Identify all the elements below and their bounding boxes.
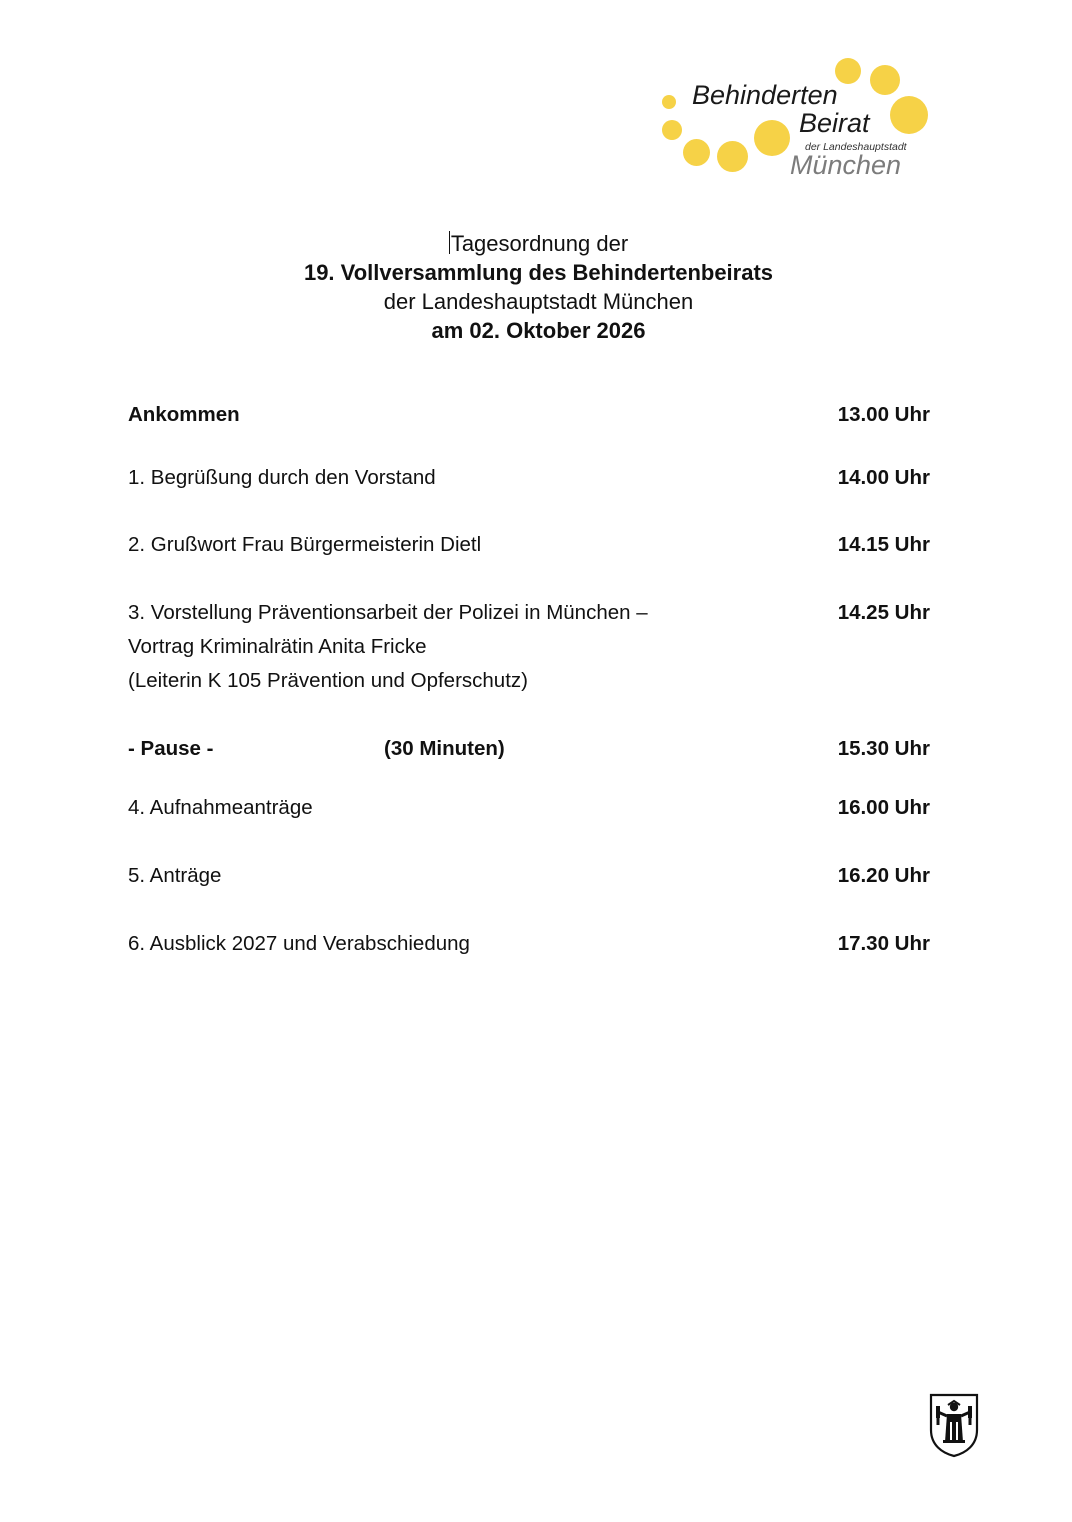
agenda-time: 15.30 Uhr — [837, 737, 930, 760]
logo-dot — [662, 120, 682, 140]
agenda-time: 14.25 Uhr — [837, 601, 930, 624]
logo-dot — [662, 95, 676, 109]
agenda-item-4 — [128, 791, 930, 825]
logo-dot — [683, 139, 710, 166]
agenda-label: 1. Begrüßung durch den Vorstand — [128, 466, 436, 489]
agenda-speaker: Vortrag Kriminalrätin Anita Fricke — [128, 635, 427, 658]
logo-dot — [717, 141, 748, 172]
agenda-label: 6. Ausblick 2027 und Verabschiedung — [128, 932, 470, 955]
title-text-1: Tagesordnung der — [450, 231, 629, 256]
agenda-time: 14.00 Uhr — [837, 466, 930, 489]
agenda-label: Ankommen — [128, 403, 240, 426]
logo-text-landeshauptstadt: der Landeshauptstadt — [805, 141, 907, 153]
agenda-time: 14.15 Uhr — [837, 533, 930, 556]
agenda-item-1 — [128, 461, 930, 495]
logo-dot — [870, 65, 900, 95]
text-cursor — [449, 231, 450, 254]
agenda-time: 17.30 Uhr — [837, 932, 930, 955]
agenda-label: 5. Anträge — [128, 864, 222, 887]
agenda-time: 13.00 Uhr — [837, 403, 930, 426]
title-line-1 — [0, 229, 1072, 258]
title-line-3: der Landeshauptstadt München — [383, 289, 694, 314]
agenda-item-arrival — [128, 398, 930, 432]
munich-coat-of-arms-icon — [928, 1392, 980, 1458]
behindertenbeirat-logo — [650, 52, 940, 192]
agenda-item-6 — [128, 927, 930, 961]
agenda-item-5 — [128, 859, 930, 893]
agenda-label: 2. Grußwort Frau Bürgermeisterin Dietl — [128, 533, 482, 556]
logo-dot — [890, 96, 928, 134]
title-line-4: am 02. Oktober 2026 — [431, 318, 646, 343]
logo-text-muenchen: München — [790, 150, 902, 180]
agenda-label: 4. Aufnahmeanträge — [128, 796, 313, 819]
title-line-2: 19. Vollversammlung des Behindertenbeirats — [303, 260, 774, 285]
agenda-label: - Pause - — [128, 737, 214, 760]
logo-dot — [754, 120, 790, 156]
logo-dot — [835, 58, 861, 84]
pause-duration: (30 Minuten) — [384, 737, 505, 760]
agenda-item-2 — [128, 528, 930, 562]
agenda-item-3 — [128, 596, 930, 698]
agenda-label: 3. Vorstellung Präventionsarbeit der Polizei in München – — [128, 601, 648, 624]
logo-text-beirat: Beirat — [799, 108, 870, 138]
agenda-time: 16.00 Uhr — [837, 796, 930, 819]
agenda-time: 16.20 Uhr — [837, 864, 930, 887]
agenda-item-pause — [128, 732, 930, 766]
agenda-speaker-role: (Leiterin K 105 Prävention und Opferschutz) — [128, 669, 528, 692]
page-title — [0, 229, 1072, 345]
logo-text-behinderten: Behinderten — [692, 80, 838, 110]
